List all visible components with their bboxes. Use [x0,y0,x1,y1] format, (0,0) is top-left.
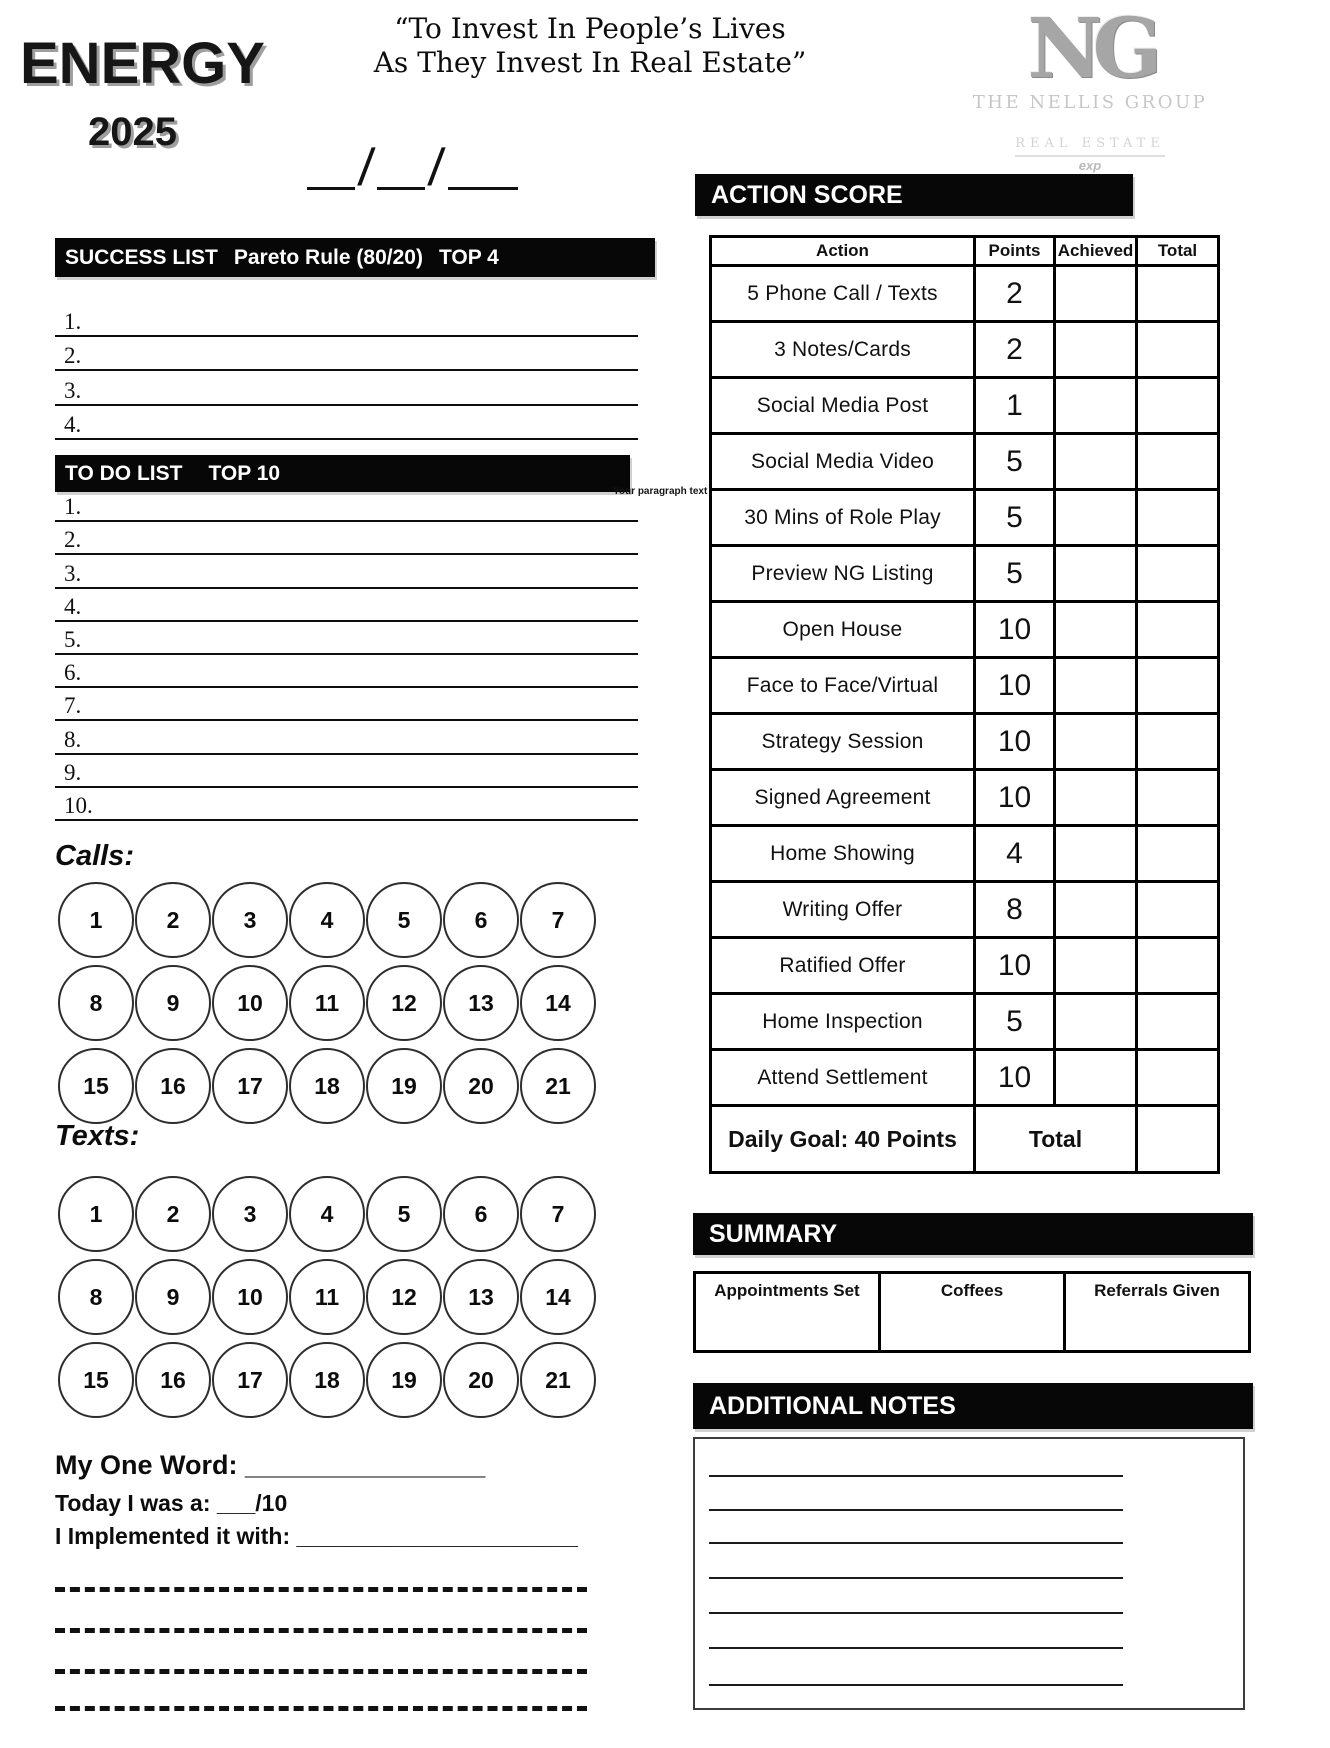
points-value: 1 [975,378,1055,434]
line-number: 3. [64,377,82,403]
text-circle[interactable]: 10 [212,1259,288,1335]
todo-list-tag: TOP 10 [208,461,281,485]
total-cell[interactable] [1137,266,1219,322]
total-cell[interactable] [1137,770,1219,826]
additional-notes-box[interactable] [693,1437,1245,1710]
total-cell[interactable] [1137,434,1219,490]
todo-list [55,489,638,821]
page-title: ENERGY [20,31,265,96]
points-value: 5 [975,434,1055,490]
total-cell[interactable] [1137,378,1219,434]
action-row [711,434,1219,490]
action-label: Signed Agreement [711,770,975,826]
achieved-cell[interactable] [1055,266,1137,322]
referrals-given-box[interactable] [1066,1274,1248,1350]
action-label: Writing Offer [711,882,975,938]
action-label: Strategy Session [711,714,975,770]
coffees-box[interactable] [881,1274,1066,1350]
call-circle[interactable]: 1 [58,882,134,958]
achieved-cell[interactable] [1055,714,1137,770]
call-circle[interactable]: 14 [520,965,596,1041]
todo-blank-line[interactable] [55,721,638,754]
grand-total-cell[interactable] [1137,1106,1219,1173]
action-label: Preview NG Listing [711,546,975,602]
rating-line[interactable]: Today I was a: ___/10 [55,1490,288,1516]
action-row [711,994,1219,1050]
todo-list-title: TO DO LIST [65,461,183,485]
brand-logo [955,1,1225,173]
notes-line[interactable] [709,1684,1123,1686]
date-slash: / [355,138,377,197]
achieved-cell[interactable] [1055,546,1137,602]
text-circle[interactable]: 18 [289,1342,365,1418]
line-number: 8. [64,726,82,752]
action-label: Ratified Offer [711,938,975,994]
text-circle[interactable]: 2 [135,1176,211,1252]
todo-blank-line[interactable] [55,655,638,688]
action-row [711,826,1219,882]
quote-line-1: “To Invest In People’s Lives [394,12,786,45]
points-value: 10 [975,770,1055,826]
texts-tally-grid [58,1176,602,1418]
action-row [711,490,1219,546]
achieved-cell[interactable] [1055,826,1137,882]
achieved-cell[interactable] [1055,602,1137,658]
additional-notes-title: ADDITIONAL NOTES [709,1391,956,1420]
call-circle[interactable]: 21 [520,1048,596,1124]
achieved-cell[interactable] [1055,938,1137,994]
call-circle[interactable]: 20 [443,1048,519,1124]
date-day-blank[interactable] [377,180,425,190]
total-cell[interactable] [1137,994,1219,1050]
texts-label: Texts: [55,1120,140,1152]
line-number: 2. [64,527,82,553]
text-circle[interactable]: 5 [366,1176,442,1252]
notes-line[interactable] [709,1509,1123,1511]
logo-division: REAL ESTATE [1015,136,1165,157]
total-cell[interactable] [1137,490,1219,546]
success-blank-line[interactable] [55,303,638,337]
call-circle[interactable]: 8 [58,965,134,1041]
action-table-header-row [711,237,1219,266]
appointments-set-box[interactable] [696,1274,881,1350]
text-circle[interactable]: 11 [289,1259,365,1335]
summary-table [693,1271,1251,1353]
design-watermark: Your paragraph text [613,486,708,497]
action-label: 5 Phone Call / Texts [711,266,975,322]
todo-blank-line[interactable] [55,489,638,522]
points-value: 10 [975,714,1055,770]
referrals-given-label: Referrals Given [1094,1281,1220,1300]
action-row [711,714,1219,770]
todo-blank-line[interactable] [55,589,638,622]
success-list-title: SUCCESS LIST [65,245,218,269]
line-number: 1. [64,494,82,520]
column-header-total: Total [1137,237,1219,266]
action-label: Open House [711,602,975,658]
points-value: 4 [975,826,1055,882]
points-value: 5 [975,490,1055,546]
call-circle[interactable]: 11 [289,965,365,1041]
todo-blank-line[interactable] [55,688,638,721]
achieved-cell[interactable] [1055,490,1137,546]
line-number: 9. [64,759,82,785]
action-label: Face to Face/Virtual [711,658,975,714]
total-cell[interactable] [1137,826,1219,882]
action-row [711,1050,1219,1106]
text-circle[interactable]: 14 [520,1259,596,1335]
points-value: 2 [975,266,1055,322]
additional-notes-header [693,1383,1253,1429]
todo-blank-line[interactable] [55,555,638,588]
daily-goal-label: Daily Goal: 40 Points [711,1106,975,1173]
todo-list-header [55,455,630,492]
action-label: Social Media Video [711,434,975,490]
achieved-cell[interactable] [1055,658,1137,714]
points-value: 10 [975,938,1055,994]
todo-blank-line[interactable] [55,522,638,555]
line-number: 3. [64,560,82,586]
action-row [711,882,1219,938]
call-circle[interactable]: 6 [443,882,519,958]
summary-header [693,1213,1253,1255]
line-number: 1. [64,309,82,335]
line-number: 5. [64,626,82,652]
call-circle[interactable]: 4 [289,882,365,958]
text-circle[interactable]: 3 [212,1176,288,1252]
total-cell[interactable] [1137,658,1219,714]
action-label: Home Inspection [711,994,975,1050]
points-value: 5 [975,994,1055,1050]
total-cell[interactable] [1137,322,1219,378]
action-label: Attend Settlement [711,1050,975,1106]
points-value: 5 [975,546,1055,602]
text-circle[interactable]: 7 [520,1176,596,1252]
points-value: 8 [975,882,1055,938]
action-row [711,770,1219,826]
call-circle[interactable]: 2 [135,882,211,958]
success-blank-line[interactable] [55,337,638,371]
text-circle[interactable]: 9 [135,1259,211,1335]
text-circle[interactable]: 17 [212,1342,288,1418]
call-circle[interactable]: 12 [366,965,442,1041]
achieved-cell[interactable] [1055,994,1137,1050]
points-value: 10 [975,1050,1055,1106]
achieved-cell[interactable] [1055,378,1137,434]
writing-line[interactable] [55,1587,587,1592]
achieved-cell[interactable] [1055,1050,1137,1106]
text-circle[interactable]: 8 [58,1259,134,1335]
writing-line[interactable] [55,1628,587,1633]
success-list [55,303,638,440]
text-circle[interactable]: 12 [366,1259,442,1335]
call-circle[interactable]: 10 [212,965,288,1041]
reflection-section [55,1450,615,1550]
success-list-tag: TOP 4 [438,245,499,269]
achieved-cell[interactable] [1055,770,1137,826]
todo-blank-line[interactable] [55,788,638,821]
line-number: 6. [64,660,82,686]
success-blank-line[interactable] [55,371,638,405]
action-score-title: ACTION SCORE [711,180,903,209]
text-circle[interactable]: 16 [135,1342,211,1418]
calls-label: Calls: [55,840,134,872]
action-label: Social Media Post [711,378,975,434]
column-header-action: Action [711,237,975,266]
action-row [711,602,1219,658]
text-circle[interactable]: 20 [443,1342,519,1418]
line-number: 4. [64,411,82,437]
call-circle[interactable]: 15 [58,1048,134,1124]
summary-title: SUMMARY [709,1219,838,1248]
one-word-blank[interactable]: ________________ [245,1450,486,1480]
date-blank[interactable] [307,136,518,197]
total-cell[interactable] [1137,546,1219,602]
text-circle[interactable]: 15 [58,1342,134,1418]
success-blank-line[interactable] [55,406,638,440]
call-circle[interactable]: 17 [212,1048,288,1124]
points-value: 2 [975,322,1055,378]
total-cell[interactable] [1137,938,1219,994]
action-row [711,322,1219,378]
company-quote [335,12,845,80]
points-value: 10 [975,602,1055,658]
column-header-achieved: Achieved [1055,237,1137,266]
line-number: 4. [64,593,82,619]
calls-tally-grid [58,882,602,1124]
todo-blank-line[interactable] [55,622,638,655]
text-circle[interactable]: 13 [443,1259,519,1335]
call-circle[interactable]: 18 [289,1048,365,1124]
date-slash: / [426,138,447,197]
action-label: 30 Mins of Role Play [711,490,975,546]
page-year: 2025 [88,110,177,154]
writing-line[interactable] [55,1669,587,1674]
text-circle[interactable]: 1 [58,1176,134,1252]
achieved-cell[interactable] [1055,882,1137,938]
action-label: 3 Notes/Cards [711,322,975,378]
action-row [711,658,1219,714]
points-value: 10 [975,658,1055,714]
call-circle[interactable]: 13 [443,965,519,1041]
notes-line[interactable] [709,1475,1123,1477]
action-footer-row [711,1106,1219,1173]
implemented-blank[interactable]: ______________________ [296,1523,578,1549]
action-row [711,266,1219,322]
line-number: 2. [64,343,82,369]
ng-monogram-icon: NG [1027,1,1153,97]
line-number: 10. [64,792,93,818]
notes-line[interactable] [709,1612,1123,1614]
action-score-header [695,174,1133,216]
text-circle[interactable]: 21 [520,1342,596,1418]
date-year-blank[interactable] [448,180,518,190]
implemented-label: I Implemented it with: [55,1523,291,1549]
action-row [711,546,1219,602]
success-list-subtitle: Pareto Rule (80/20) [233,245,423,269]
call-circle[interactable]: 3 [212,882,288,958]
logo-company-name: THE NELLIS GROUP [972,92,1208,113]
column-header-points: Points [975,237,1055,266]
text-circle[interactable]: 4 [289,1176,365,1252]
text-circle[interactable]: 19 [366,1342,442,1418]
action-row [711,378,1219,434]
writing-line[interactable] [55,1706,587,1711]
action-row [711,938,1219,994]
action-label: Home Showing [711,826,975,882]
total-cell[interactable] [1137,602,1219,658]
total-cell[interactable] [1137,1050,1219,1106]
text-circle[interactable]: 6 [443,1176,519,1252]
coffees-label: Coffees [940,1281,1004,1300]
call-circle[interactable]: 19 [366,1048,442,1124]
total-cell[interactable] [1137,714,1219,770]
call-circle[interactable]: 16 [135,1048,211,1124]
achieved-cell[interactable] [1055,322,1137,378]
call-circle[interactable]: 9 [135,965,211,1041]
notes-line[interactable] [709,1542,1123,1544]
appointments-set-label: Appointments Set [714,1281,860,1300]
notes-line[interactable] [709,1577,1123,1579]
todo-blank-line[interactable] [55,755,638,788]
date-month-blank[interactable] [307,180,355,190]
call-circle[interactable]: 7 [520,882,596,958]
action-score-table [709,235,1220,1174]
line-number: 7. [64,693,82,719]
achieved-cell[interactable] [1055,434,1137,490]
one-word-label: My One Word: [55,1450,238,1480]
success-list-header [55,238,655,277]
total-label: Total [975,1106,1137,1173]
exp-realty-logo: exp [1078,158,1102,173]
call-circle[interactable]: 5 [366,882,442,958]
total-cell[interactable] [1137,882,1219,938]
notes-line[interactable] [709,1647,1123,1649]
quote-line-2: As They Invest In Real Estate” [373,46,807,80]
